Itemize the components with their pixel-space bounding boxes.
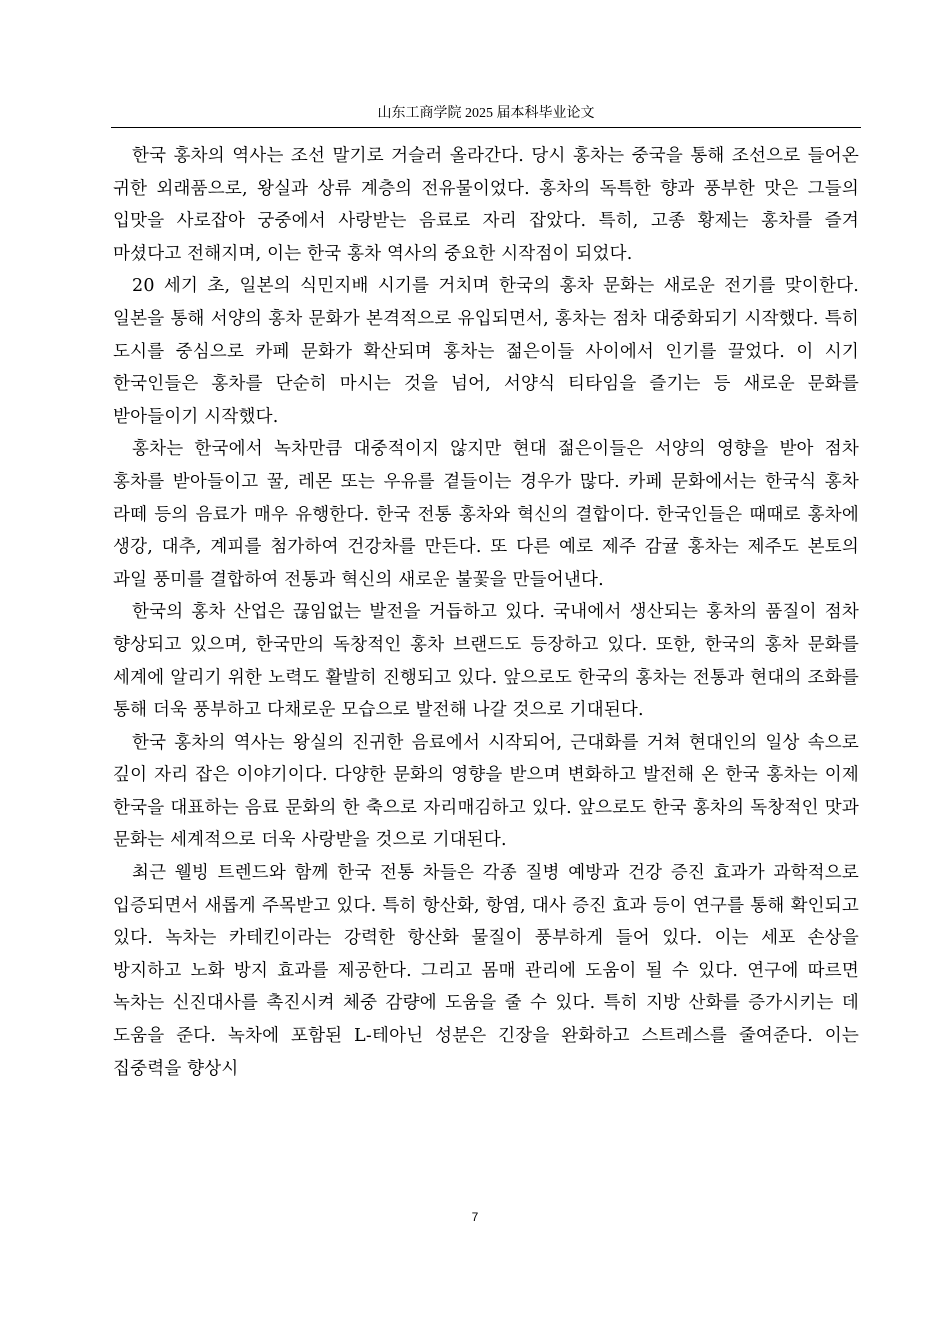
paragraph-3: 홍차는 한국에서 녹차만큼 대중적이지 않지만 현대 젊은이들은 서양의 영향을 받아 점차 홍차를 받아들이고 꿀, 레몬 또는 우유를 곁들이는 경우가 많다. 카페 문화에서는 한국식 홍차 라떼 등의 음료가 매우 유행한다. 한국 전통 홍차와 혁신의 결합이다. 한국인들은 때때로 홍차에 생강, 대추, 계피를 첨가하여 건강차를 만든다. 또 다른 예로 제주 감귤 홍차는 제주도 본토의 과일 풍미를 결합하여 전통과 혁신의 새로운 불꽃을 만들어낸다.	[113, 439, 859, 590]
running-header: 山东工商学院 2025 届本科毕业论文	[377, 106, 595, 121]
paragraph-6: 최근 웰빙 트렌드와 함께 한국 전통 차들은 각종 질병 예방과 건강 증진 효과가 과학적으로 입증되면서 새롭게 주목받고 있다. 특히 항산화, 항염, 대사 증진 효과 등이 연구를 통해 확인되고 있다. 녹차는 카테킨이라는 강력한 항산화 물질이 풍부하게 들어 있다. 이는 세포 손상을 방지하고 노화 방지 효과를 제공한다. 그리고 몸매 관리에 도움이 될 수 있다. 연구에 따르면 녹차는 신진대사를 촉진시켜 체중 감량에 도움을 줄 수 있다. 특히 지방 산화를 증가시키는 데 도움을 준다. 녹차에 포함된 L-테아닌 성분은 긴장을 완화하고 스트레스를 줄여준다. 이는 집중력을 향상시	[113, 863, 859, 1079]
paragraph-2: 20 세기 초, 일본의 식민지배 시기를 거치며 한국의 홍차 문화는 새로운 전기를 맞이한다. 일본을 통해 서양의 홍차 문화가 본격적으로 유입되면서, 홍차는 점차 대중화되기 시작했다. 특히 도시를 중심으로 카페 문화가 확산되며 홍차는 젊은이들 사이에서 인기를 끌었다. 이 시기 한국인들은 홍차를 단순히 마시는 것을 넘어, 서양식 티타임을 즐기는 등 새로운 문화를 받아들이기 시작했다.	[113, 276, 859, 427]
page-number: 7	[471, 1210, 479, 1224]
paragraph-5: 한국 홍차의 역사는 왕실의 진귀한 음료에서 시작되어, 근대화를 거쳐 현대인의 일상 속으로 깊이 자리 잡은 이야기이다. 다양한 문화의 영향을 받으며 변화하고 발전해 온 한국 홍차는 이제 한국을 대표하는 음료 문화의 한 축으로 자리매김하고 있다. 앞으로도 한국 홍차의 독창적인 맛과 문화는 세계적으로 더욱 사랑받을 것으로 기대된다.	[113, 732, 859, 851]
header-rule	[111, 127, 861, 128]
paragraph-4: 한국의 홍차 산업은 끊임없는 발전을 거듭하고 있다. 국내에서 생산되는 홍차의 품질이 점차 향상되고 있으며, 한국만의 독창적인 홍차 브랜드도 등장하고 있다. 또한, 한국의 홍차 문화를 세계에 알리기 위한 노력도 활발히 진행되고 있다. 앞으로도 한국의 홍차는 전통과 현대의 조화를 통해 더욱 풍부하고 다채로운 모습으로 발전해 나갈 것으로 기대된다.	[113, 602, 859, 721]
body-text	[113, 140, 859, 1085]
paragraph-1: 한국 홍차의 역사는 조선 말기로 거슬러 올라간다. 당시 홍차는 중국을 통해 조선으로 들어온 귀한 외래품으로, 왕실과 상류 계층의 전유물이었다. 홍차의 독특한 향과 풍부한 맛은 그들의 입맛을 사로잡아 궁중에서 사랑받는 음료로 자리 잡았다. 특히, 고종 황제는 홍차를 즐겨 마셨다고 전해지며, 이는 한국 홍차 역사의 중요한 시작점이 되었다.	[113, 146, 859, 264]
